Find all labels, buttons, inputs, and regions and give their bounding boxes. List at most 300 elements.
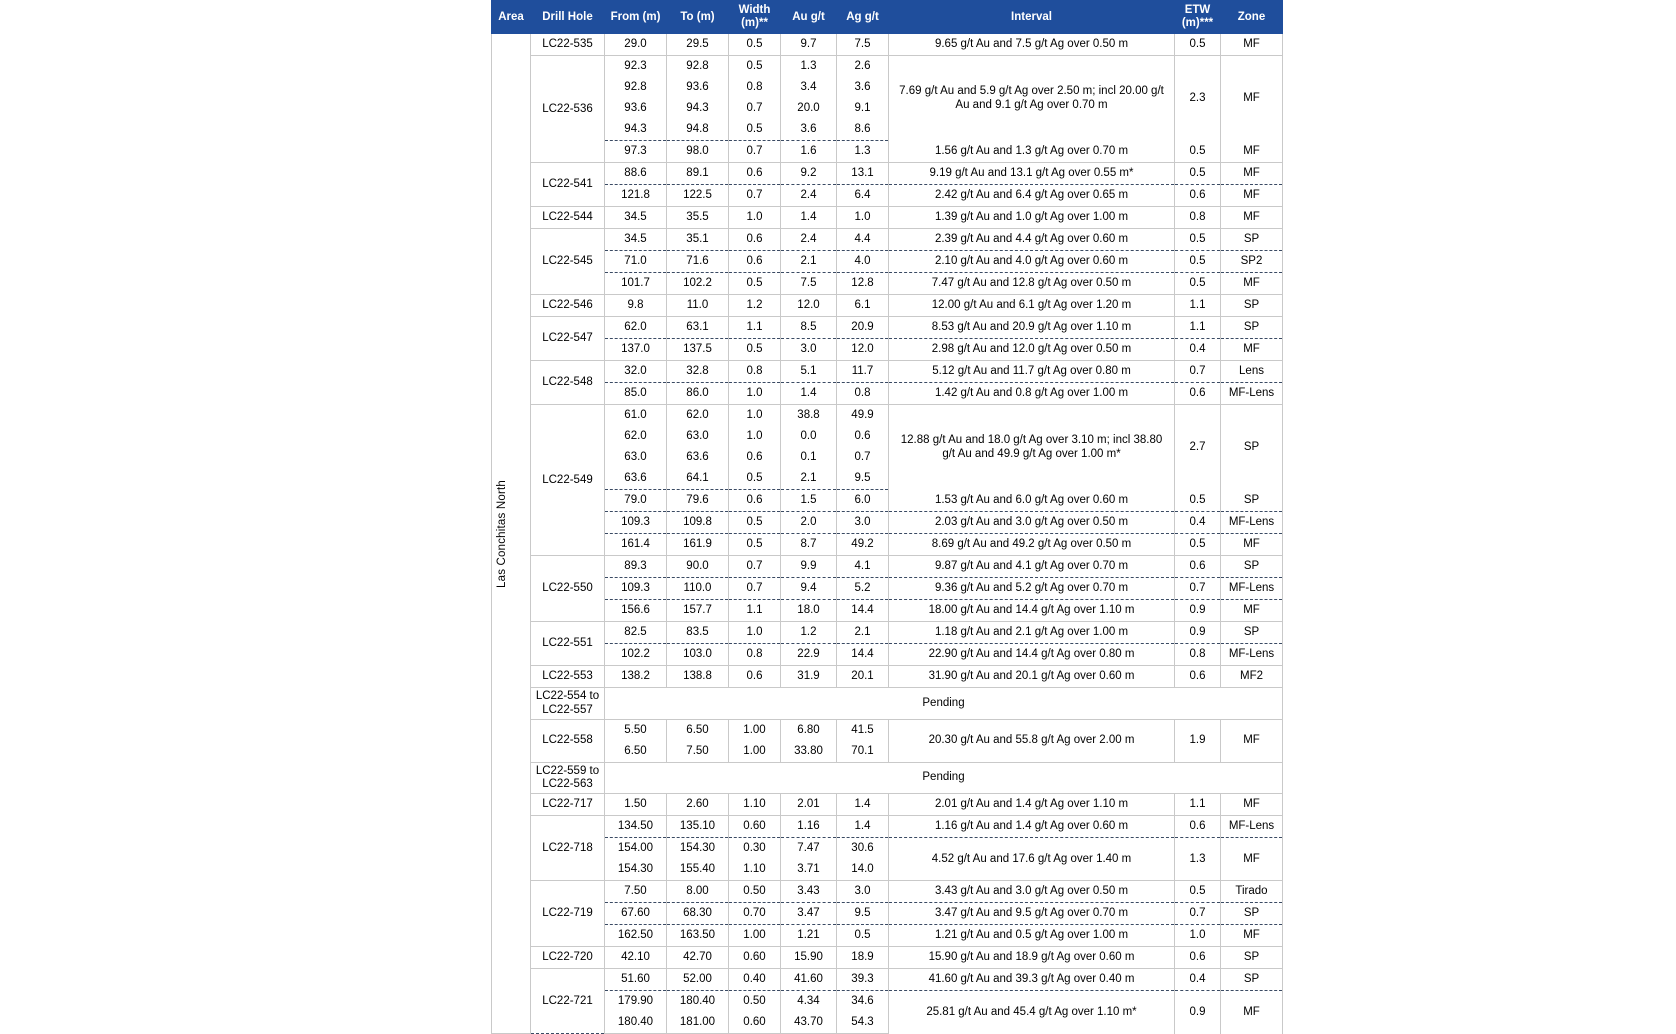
from-cell: 180.40 bbox=[605, 1012, 667, 1034]
width-cell: 0.7 bbox=[729, 578, 781, 600]
etw-cell: 0.4 bbox=[1175, 339, 1221, 361]
from-cell: 9.8 bbox=[605, 295, 667, 317]
zone-cell: MF bbox=[1221, 273, 1283, 295]
au-cell: 3.0 bbox=[781, 339, 837, 361]
zone-cell: MF2 bbox=[1221, 666, 1283, 688]
zone-cell: MF bbox=[1221, 207, 1283, 229]
table-header bbox=[492, 1, 1283, 34]
from-cell: 42.10 bbox=[605, 947, 667, 969]
table-row bbox=[492, 56, 1283, 78]
interval-cell: 15.90 g/t Au and 18.9 g/t Ag over 0.60 m bbox=[889, 947, 1175, 969]
drill-hole-cell: LC22-547 bbox=[531, 317, 605, 361]
interval-cell: 1.42 g/t Au and 0.8 g/t Ag over 1.00 m bbox=[889, 383, 1175, 405]
width-cell: 1.0 bbox=[729, 622, 781, 644]
table-row bbox=[492, 816, 1283, 838]
width-cell: 0.7 bbox=[729, 185, 781, 207]
au-cell: 7.47 bbox=[781, 838, 837, 860]
zone-cell: MF bbox=[1221, 991, 1283, 1034]
au-cell: 20.0 bbox=[781, 98, 837, 119]
from-cell: 63.0 bbox=[605, 447, 667, 468]
au-cell: 3.4 bbox=[781, 77, 837, 98]
width-cell: 0.8 bbox=[729, 77, 781, 98]
ag-cell: 3.6 bbox=[837, 77, 889, 98]
table-row bbox=[492, 925, 1283, 947]
au-cell: 9.4 bbox=[781, 578, 837, 600]
zone-cell: SP bbox=[1221, 490, 1283, 512]
ag-cell: 39.3 bbox=[837, 969, 889, 991]
pending-cell: Pending bbox=[605, 688, 1283, 719]
interval-cell: 9.19 g/t Au and 13.1 g/t Ag over 0.55 m* bbox=[889, 163, 1175, 185]
from-cell: 62.0 bbox=[605, 317, 667, 339]
to-cell: 161.9 bbox=[667, 534, 729, 556]
width-cell: 0.8 bbox=[729, 361, 781, 383]
area-label: Las Conchitas North bbox=[496, 479, 508, 588]
interval-cell: 3.47 g/t Au and 9.5 g/t Ag over 0.70 m bbox=[889, 903, 1175, 925]
au-cell: 8.5 bbox=[781, 317, 837, 339]
to-cell: 35.1 bbox=[667, 229, 729, 251]
au-cell: 0.0 bbox=[781, 426, 837, 447]
to-cell: 79.6 bbox=[667, 490, 729, 512]
interval-cell: 1.56 g/t Au and 1.3 g/t Ag over 0.70 m bbox=[889, 141, 1175, 163]
table-row bbox=[492, 556, 1283, 578]
to-cell: 90.0 bbox=[667, 556, 729, 578]
from-cell: 32.0 bbox=[605, 361, 667, 383]
width-cell: 0.7 bbox=[729, 556, 781, 578]
table-row bbox=[492, 578, 1283, 600]
etw-cell: 0.7 bbox=[1175, 361, 1221, 383]
ag-cell: 49.2 bbox=[837, 534, 889, 556]
ag-cell: 3.0 bbox=[837, 881, 889, 903]
ag-cell: 6.0 bbox=[837, 490, 889, 512]
width-cell: 0.50 bbox=[729, 991, 781, 1013]
to-cell: 92.8 bbox=[667, 56, 729, 78]
to-cell: 63.1 bbox=[667, 317, 729, 339]
ag-cell: 14.4 bbox=[837, 644, 889, 666]
zone-cell: MF bbox=[1221, 600, 1283, 622]
au-cell: 2.1 bbox=[781, 251, 837, 273]
to-cell: 52.00 bbox=[667, 969, 729, 991]
width-cell: 0.6 bbox=[729, 163, 781, 185]
to-cell: 122.5 bbox=[667, 185, 729, 207]
drill-hole-cell: LC22-558 bbox=[531, 719, 605, 762]
interval-cell: 7.69 g/t Au and 5.9 g/t Ag over 2.50 m; incl 20.00 g/t Au and 9.1 g/t Ag over 0.70 m bbox=[889, 56, 1175, 141]
width-cell: 0.70 bbox=[729, 903, 781, 925]
zone-cell: SP bbox=[1221, 947, 1283, 969]
drill-hole-cell: LC22-719 bbox=[531, 881, 605, 947]
to-cell: 138.8 bbox=[667, 666, 729, 688]
au-cell: 1.21 bbox=[781, 925, 837, 947]
ag-cell: 9.1 bbox=[837, 98, 889, 119]
ag-cell: 12.0 bbox=[837, 339, 889, 361]
drill-hole-cell: LC22-536 bbox=[531, 56, 605, 163]
ag-cell: 6.1 bbox=[837, 295, 889, 317]
au-cell: 2.01 bbox=[781, 794, 837, 816]
etw-cell: 0.8 bbox=[1175, 644, 1221, 666]
ag-cell: 4.0 bbox=[837, 251, 889, 273]
ag-cell: 30.6 bbox=[837, 838, 889, 860]
au-cell: 38.8 bbox=[781, 405, 837, 427]
from-cell: 82.5 bbox=[605, 622, 667, 644]
ag-cell: 0.5 bbox=[837, 925, 889, 947]
width-cell: 0.5 bbox=[729, 468, 781, 490]
ag-cell: 0.7 bbox=[837, 447, 889, 468]
interval-cell: 1.21 g/t Au and 0.5 g/t Ag over 1.00 m bbox=[889, 925, 1175, 947]
zone-cell: SP bbox=[1221, 903, 1283, 925]
interval-cell: 9.65 g/t Au and 7.5 g/t Ag over 0.50 m bbox=[889, 34, 1175, 56]
to-cell: 2.60 bbox=[667, 794, 729, 816]
from-cell: 71.0 bbox=[605, 251, 667, 273]
column-header-drill-hole: Drill Hole bbox=[531, 1, 605, 34]
to-cell: 68.30 bbox=[667, 903, 729, 925]
width-cell: 0.6 bbox=[729, 490, 781, 512]
interval-cell: 12.88 g/t Au and 18.0 g/t Ag over 3.10 m; incl 38.80 g/t Au and 49.9 g/t Ag over 1.00 m* bbox=[889, 405, 1175, 490]
ag-cell: 9.5 bbox=[837, 903, 889, 925]
interval-cell: 2.03 g/t Au and 3.0 g/t Ag over 0.50 m bbox=[889, 512, 1175, 534]
table-row bbox=[492, 947, 1283, 969]
interval-cell: 18.00 g/t Au and 14.4 g/t Ag over 1.10 m bbox=[889, 600, 1175, 622]
from-cell: 97.3 bbox=[605, 141, 667, 163]
ag-cell: 49.9 bbox=[837, 405, 889, 427]
from-cell: 62.0 bbox=[605, 426, 667, 447]
width-cell: 0.6 bbox=[729, 666, 781, 688]
etw-cell: 2.3 bbox=[1175, 56, 1221, 141]
to-cell: 71.6 bbox=[667, 251, 729, 273]
ag-cell: 11.7 bbox=[837, 361, 889, 383]
interval-cell: 2.98 g/t Au and 12.0 g/t Ag over 0.50 m bbox=[889, 339, 1175, 361]
table-row bbox=[492, 881, 1283, 903]
etw-cell: 0.8 bbox=[1175, 207, 1221, 229]
table-row bbox=[492, 991, 1283, 1013]
width-cell: 0.5 bbox=[729, 534, 781, 556]
column-header-etw: ETW (m)*** bbox=[1175, 1, 1221, 34]
from-cell: 7.50 bbox=[605, 881, 667, 903]
from-cell: 154.30 bbox=[605, 859, 667, 881]
width-cell: 1.1 bbox=[729, 317, 781, 339]
from-cell: 92.3 bbox=[605, 56, 667, 78]
zone-cell: SP bbox=[1221, 405, 1283, 490]
etw-cell: 0.5 bbox=[1175, 273, 1221, 295]
table-row bbox=[492, 251, 1283, 273]
from-cell: 134.50 bbox=[605, 816, 667, 838]
drill-hole-cell: LC22-546 bbox=[531, 295, 605, 317]
interval-cell: 2.42 g/t Au and 6.4 g/t Ag over 0.65 m bbox=[889, 185, 1175, 207]
interval-cell: 12.00 g/t Au and 6.1 g/t Ag over 1.20 m bbox=[889, 295, 1175, 317]
zone-cell: MF-Lens bbox=[1221, 383, 1283, 405]
from-cell: 93.6 bbox=[605, 98, 667, 119]
etw-cell: 1.1 bbox=[1175, 317, 1221, 339]
width-cell: 0.60 bbox=[729, 947, 781, 969]
from-cell: 5.50 bbox=[605, 719, 667, 741]
drill-hole-cell: LC22-554 to LC22-557 bbox=[531, 688, 605, 719]
etw-cell: 0.5 bbox=[1175, 881, 1221, 903]
zone-cell: MF-Lens bbox=[1221, 644, 1283, 666]
to-cell: 137.5 bbox=[667, 339, 729, 361]
interval-cell: 1.18 g/t Au and 2.1 g/t Ag over 1.00 m bbox=[889, 622, 1175, 644]
interval-cell: 8.69 g/t Au and 49.2 g/t Ag over 0.50 m bbox=[889, 534, 1175, 556]
etw-cell: 0.6 bbox=[1175, 556, 1221, 578]
etw-cell: 0.5 bbox=[1175, 251, 1221, 273]
au-cell: 2.1 bbox=[781, 468, 837, 490]
table-row bbox=[492, 295, 1283, 317]
drill-hole-cell: LC22-559 to LC22-563 bbox=[531, 762, 605, 793]
au-cell: 31.9 bbox=[781, 666, 837, 688]
ag-cell: 1.0 bbox=[837, 207, 889, 229]
au-cell: 1.4 bbox=[781, 207, 837, 229]
from-cell: 156.6 bbox=[605, 600, 667, 622]
zone-cell: MF bbox=[1221, 56, 1283, 141]
to-cell: 154.30 bbox=[667, 838, 729, 860]
ag-cell: 5.2 bbox=[837, 578, 889, 600]
au-cell: 4.34 bbox=[781, 991, 837, 1013]
width-cell: 0.60 bbox=[729, 816, 781, 838]
table-row bbox=[492, 688, 1283, 719]
to-cell: 63.6 bbox=[667, 447, 729, 468]
zone-cell: MF bbox=[1221, 163, 1283, 185]
column-header-interval: Interval bbox=[889, 1, 1175, 34]
to-cell: 11.0 bbox=[667, 295, 729, 317]
zone-cell: MF bbox=[1221, 339, 1283, 361]
from-cell: 85.0 bbox=[605, 383, 667, 405]
table-body bbox=[492, 34, 1283, 1034]
table-row bbox=[492, 794, 1283, 816]
area-cell bbox=[492, 34, 531, 1034]
table-row bbox=[492, 405, 1283, 427]
to-cell: 62.0 bbox=[667, 405, 729, 427]
from-cell: 67.60 bbox=[605, 903, 667, 925]
au-cell: 3.43 bbox=[781, 881, 837, 903]
ag-cell: 13.1 bbox=[837, 163, 889, 185]
au-cell: 2.0 bbox=[781, 512, 837, 534]
ag-cell: 1.4 bbox=[837, 794, 889, 816]
to-cell: 35.5 bbox=[667, 207, 729, 229]
table-row bbox=[492, 185, 1283, 207]
au-cell: 2.4 bbox=[781, 185, 837, 207]
to-cell: 29.5 bbox=[667, 34, 729, 56]
width-cell: 0.40 bbox=[729, 969, 781, 991]
ag-cell: 20.9 bbox=[837, 317, 889, 339]
width-cell: 0.7 bbox=[729, 141, 781, 163]
zone-cell: MF bbox=[1221, 719, 1283, 762]
interval-cell: 1.39 g/t Au and 1.0 g/t Ag over 1.00 m bbox=[889, 207, 1175, 229]
ag-cell: 2.6 bbox=[837, 56, 889, 78]
etw-cell: 0.9 bbox=[1175, 991, 1221, 1034]
zone-cell: MF bbox=[1221, 925, 1283, 947]
interval-cell: 9.36 g/t Au and 5.2 g/t Ag over 0.70 m bbox=[889, 578, 1175, 600]
drill-hole-cell: LC22-551 bbox=[531, 622, 605, 666]
to-cell: 42.70 bbox=[667, 947, 729, 969]
from-cell: 61.0 bbox=[605, 405, 667, 427]
to-cell: 93.6 bbox=[667, 77, 729, 98]
etw-cell: 0.9 bbox=[1175, 600, 1221, 622]
from-cell: 79.0 bbox=[605, 490, 667, 512]
from-cell: 34.5 bbox=[605, 207, 667, 229]
from-cell: 179.90 bbox=[605, 991, 667, 1013]
zone-cell: MF-Lens bbox=[1221, 816, 1283, 838]
ag-cell: 2.1 bbox=[837, 622, 889, 644]
table-row bbox=[492, 207, 1283, 229]
column-header-zone: Zone bbox=[1221, 1, 1283, 34]
etw-cell: 0.6 bbox=[1175, 947, 1221, 969]
to-cell: 86.0 bbox=[667, 383, 729, 405]
zone-cell: MF bbox=[1221, 534, 1283, 556]
etw-cell: 0.5 bbox=[1175, 34, 1221, 56]
au-cell: 12.0 bbox=[781, 295, 837, 317]
table-row bbox=[492, 719, 1283, 741]
au-cell: 1.2 bbox=[781, 622, 837, 644]
etw-cell: 0.4 bbox=[1175, 512, 1221, 534]
from-cell: 92.8 bbox=[605, 77, 667, 98]
interval-cell: 4.52 g/t Au and 17.6 g/t Ag over 1.40 m bbox=[889, 838, 1175, 881]
drill-hole-cell: LC22-548 bbox=[531, 361, 605, 405]
width-cell: 0.30 bbox=[729, 838, 781, 860]
ag-cell: 0.8 bbox=[837, 383, 889, 405]
table-row bbox=[492, 141, 1283, 163]
from-cell: 63.6 bbox=[605, 468, 667, 490]
ag-cell: 9.5 bbox=[837, 468, 889, 490]
ag-cell: 7.5 bbox=[837, 34, 889, 56]
interval-cell: 25.81 g/t Au and 45.4 g/t Ag over 1.10 m* bbox=[889, 991, 1175, 1034]
etw-cell: 0.6 bbox=[1175, 185, 1221, 207]
width-cell: 0.7 bbox=[729, 98, 781, 119]
ag-cell: 4.4 bbox=[837, 229, 889, 251]
to-cell: 94.3 bbox=[667, 98, 729, 119]
width-cell: 1.0 bbox=[729, 383, 781, 405]
au-cell: 3.6 bbox=[781, 119, 837, 141]
width-cell: 1.00 bbox=[729, 719, 781, 741]
to-cell: 94.8 bbox=[667, 119, 729, 141]
etw-cell: 1.3 bbox=[1175, 838, 1221, 881]
au-cell: 9.7 bbox=[781, 34, 837, 56]
zone-cell: SP bbox=[1221, 317, 1283, 339]
etw-cell: 1.9 bbox=[1175, 719, 1221, 762]
interval-cell: 1.16 g/t Au and 1.4 g/t Ag over 0.60 m bbox=[889, 816, 1175, 838]
au-cell: 9.9 bbox=[781, 556, 837, 578]
au-cell: 3.47 bbox=[781, 903, 837, 925]
table-row bbox=[492, 229, 1283, 251]
from-cell: 138.2 bbox=[605, 666, 667, 688]
zone-cell: Lens bbox=[1221, 361, 1283, 383]
table-row bbox=[492, 339, 1283, 361]
drill-hole-cell: LC22-545 bbox=[531, 229, 605, 295]
drill-hole-cell: LC22-553 bbox=[531, 666, 605, 688]
width-cell: 0.6 bbox=[729, 447, 781, 468]
zone-cell: Tirado bbox=[1221, 881, 1283, 903]
zone-cell: MF bbox=[1221, 794, 1283, 816]
ag-cell: 20.1 bbox=[837, 666, 889, 688]
width-cell: 1.10 bbox=[729, 859, 781, 881]
to-cell: 98.0 bbox=[667, 141, 729, 163]
to-cell: 155.40 bbox=[667, 859, 729, 881]
ag-cell: 70.1 bbox=[837, 741, 889, 763]
table-header-row bbox=[492, 1, 1283, 34]
drill-hole-cell: LC22-549 bbox=[531, 405, 605, 556]
to-cell: 89.1 bbox=[667, 163, 729, 185]
to-cell: 110.0 bbox=[667, 578, 729, 600]
ag-cell: 4.1 bbox=[837, 556, 889, 578]
zone-cell: SP bbox=[1221, 556, 1283, 578]
au-cell: 1.6 bbox=[781, 141, 837, 163]
from-cell: 109.3 bbox=[605, 578, 667, 600]
interval-cell: 20.30 g/t Au and 55.8 g/t Ag over 2.00 m bbox=[889, 719, 1175, 762]
etw-cell: 0.5 bbox=[1175, 229, 1221, 251]
table-row bbox=[492, 600, 1283, 622]
ag-cell: 54.3 bbox=[837, 1012, 889, 1034]
from-cell: 88.6 bbox=[605, 163, 667, 185]
etw-cell: 0.6 bbox=[1175, 666, 1221, 688]
to-cell: 102.2 bbox=[667, 273, 729, 295]
au-cell: 1.3 bbox=[781, 56, 837, 78]
interval-cell: 7.47 g/t Au and 12.8 g/t Ag over 0.50 m bbox=[889, 273, 1175, 295]
width-cell: 1.00 bbox=[729, 925, 781, 947]
etw-cell: 0.6 bbox=[1175, 816, 1221, 838]
table-row bbox=[492, 534, 1283, 556]
from-cell: 6.50 bbox=[605, 741, 667, 763]
width-cell: 0.6 bbox=[729, 251, 781, 273]
drill-hole-cell: LC22-541 bbox=[531, 163, 605, 207]
width-cell: 0.8 bbox=[729, 644, 781, 666]
etw-cell: 0.6 bbox=[1175, 383, 1221, 405]
etw-cell: 0.9 bbox=[1175, 622, 1221, 644]
interval-cell: 41.60 g/t Au and 39.3 g/t Ag over 0.40 m bbox=[889, 969, 1175, 991]
au-cell: 1.5 bbox=[781, 490, 837, 512]
from-cell: 154.00 bbox=[605, 838, 667, 860]
au-cell: 1.16 bbox=[781, 816, 837, 838]
from-cell: 162.50 bbox=[605, 925, 667, 947]
etw-cell: 0.7 bbox=[1175, 578, 1221, 600]
au-cell: 15.90 bbox=[781, 947, 837, 969]
drill-hole-cell: LC22-544 bbox=[531, 207, 605, 229]
table-row bbox=[492, 34, 1283, 56]
to-cell: 109.8 bbox=[667, 512, 729, 534]
from-cell: 29.0 bbox=[605, 34, 667, 56]
interval-cell: 31.90 g/t Au and 20.1 g/t Ag over 0.60 m bbox=[889, 666, 1175, 688]
to-cell: 6.50 bbox=[667, 719, 729, 741]
ag-cell: 34.6 bbox=[837, 991, 889, 1013]
interval-cell: 2.39 g/t Au and 4.4 g/t Ag over 0.60 m bbox=[889, 229, 1175, 251]
from-cell: 102.2 bbox=[605, 644, 667, 666]
to-cell: 163.50 bbox=[667, 925, 729, 947]
from-cell: 121.8 bbox=[605, 185, 667, 207]
to-cell: 103.0 bbox=[667, 644, 729, 666]
width-cell: 0.5 bbox=[729, 512, 781, 534]
etw-cell: 0.5 bbox=[1175, 163, 1221, 185]
ag-cell: 3.0 bbox=[837, 512, 889, 534]
table-row bbox=[492, 317, 1283, 339]
to-cell: 180.40 bbox=[667, 991, 729, 1013]
ag-cell: 14.0 bbox=[837, 859, 889, 881]
interval-cell: 3.43 g/t Au and 3.0 g/t Ag over 0.50 m bbox=[889, 881, 1175, 903]
zone-cell: MF bbox=[1221, 185, 1283, 207]
au-cell: 1.4 bbox=[781, 383, 837, 405]
table-row bbox=[492, 666, 1283, 688]
interval-cell: 22.90 g/t Au and 14.4 g/t Ag over 0.80 m bbox=[889, 644, 1175, 666]
table-row bbox=[492, 903, 1283, 925]
width-cell: 1.0 bbox=[729, 426, 781, 447]
from-cell: 137.0 bbox=[605, 339, 667, 361]
column-header-to: To (m) bbox=[667, 1, 729, 34]
etw-cell: 1.1 bbox=[1175, 295, 1221, 317]
zone-cell: MF bbox=[1221, 34, 1283, 56]
au-cell: 18.0 bbox=[781, 600, 837, 622]
zone-cell: SP bbox=[1221, 229, 1283, 251]
zone-cell: MF bbox=[1221, 141, 1283, 163]
column-header-au: Au g/t bbox=[781, 1, 837, 34]
width-cell: 1.1 bbox=[729, 600, 781, 622]
au-cell: 7.5 bbox=[781, 273, 837, 295]
table-row bbox=[492, 969, 1283, 991]
to-cell: 64.1 bbox=[667, 468, 729, 490]
ag-cell: 8.6 bbox=[837, 119, 889, 141]
